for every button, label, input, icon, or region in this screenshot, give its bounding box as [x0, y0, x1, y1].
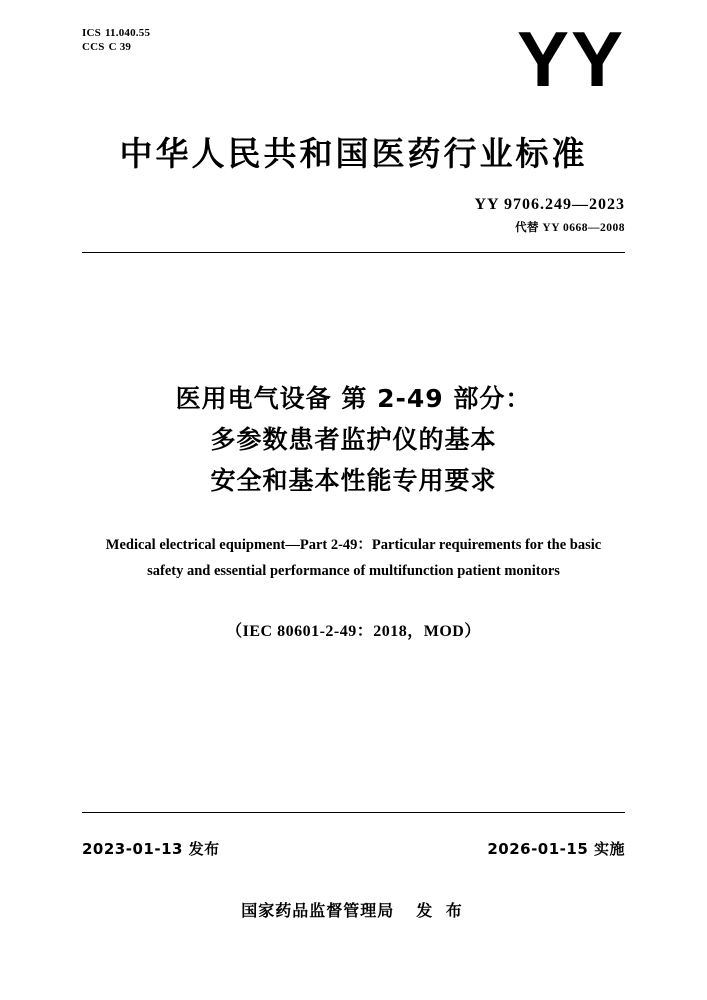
publish-label: 发 布	[416, 901, 466, 920]
standard-number-block	[474, 196, 625, 235]
divider-bottom	[82, 812, 625, 813]
header-block	[82, 15, 625, 103]
ics-label: ICS	[82, 27, 101, 39]
yy-logo: YY	[516, 15, 625, 103]
ccs-label: CCS	[82, 41, 105, 53]
title-en-line-1: Medical electrical equipment—Part 2-49：Particular requirements for the basic	[105, 537, 602, 553]
standard-number: YY 9706.249—2023	[474, 196, 625, 213]
issue-date: 2023-01-13 发布	[82, 840, 220, 858]
document-title-cn	[82, 378, 625, 501]
title-en-line-2: safety and essential performance of multifunction patient monitors	[147, 563, 560, 579]
iec-correspondence-note: （IEC 80601-2-49：2018，MOD）	[226, 623, 481, 640]
divider-top	[82, 252, 625, 253]
standard-replaces: 代替 YY 0668—2008	[515, 222, 625, 234]
title-cn-line-2: 多参数患者监护仪的基本	[210, 425, 497, 454]
issuing-authority	[82, 898, 625, 921]
title-cn-line-1: 医用电气设备 第 2-49 部分：	[175, 384, 532, 413]
implementation-date: 2026-01-15 实施	[487, 840, 625, 858]
national-standard-title: 中华人民共和国医药行业标准	[119, 134, 588, 173]
document-title-en	[62, 532, 645, 584]
ccs-value: C 39	[108, 41, 132, 53]
issuer-name: 国家药品监督管理局	[241, 901, 395, 920]
ics-value: 11.040.55	[104, 27, 151, 39]
date-row	[82, 838, 625, 859]
title-cn-line-3: 安全和基本性能专用要求	[210, 466, 497, 495]
